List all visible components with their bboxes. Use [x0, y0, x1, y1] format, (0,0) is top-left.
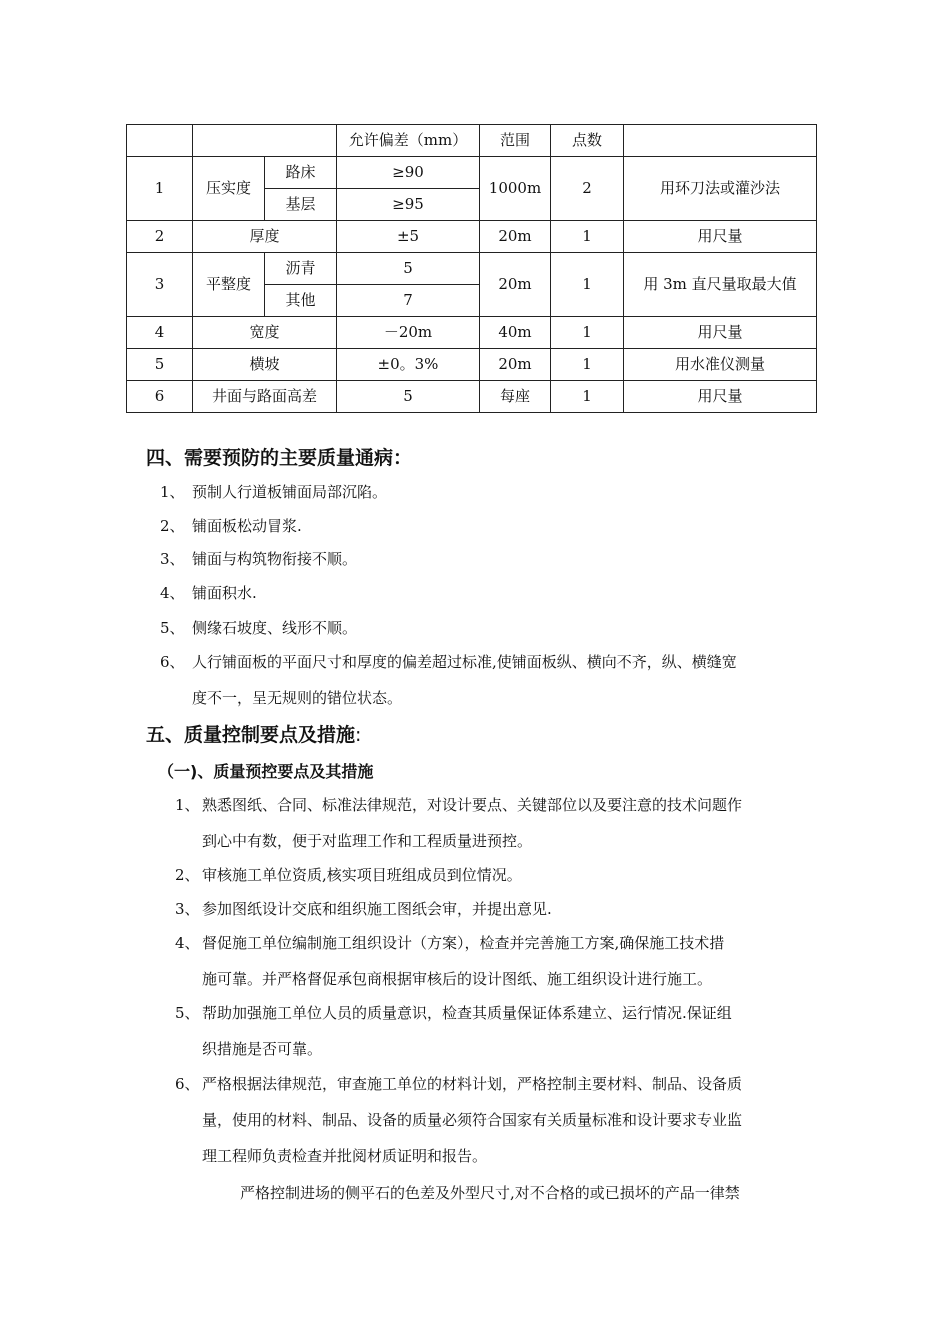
header-cell-tolerance: 允许偏差（mm） [337, 125, 480, 157]
list-number: 6、 [160, 653, 185, 671]
table-row [127, 349, 817, 381]
cell-range: 每座 [480, 381, 551, 413]
list-text-line: 参加图纸设计交底和组织施工图纸会审，并提出意见. [202, 900, 552, 918]
cell-method: 用环刀法或灌沙法 [624, 157, 817, 221]
list-text: 铺面板松动冒浆. [192, 517, 302, 535]
header-cell-range: 范围 [480, 125, 551, 157]
table-row [127, 317, 817, 349]
cell-points: 1 [551, 253, 624, 317]
list-text-line: 督促施工单位编制施工组织设计（方案），检查并完善施工方案,确保施工技术措 [202, 934, 725, 952]
table-header-row [127, 125, 817, 157]
paragraph-text: 严格控制进场的侧平石的色差及外型尺寸,对不合格的或已损坏的产品一律禁 [240, 1184, 740, 1202]
cell-method: 用 3m 直尺量取最大值 [624, 253, 817, 317]
quality-tolerance-table [126, 124, 817, 413]
cell-tolerance: 5 [337, 381, 480, 413]
table-row [127, 157, 817, 189]
cell-range: 40m [480, 317, 551, 349]
cell-item: 厚度 [193, 221, 337, 253]
list-text: 侧缘石坡度、线形不顺。 [192, 619, 358, 637]
cell-item: 宽度 [193, 317, 337, 349]
cell-points: 1 [551, 381, 624, 413]
cell-range: 20m [480, 221, 551, 253]
cell-points: 2 [551, 157, 624, 221]
list-text-line: 到心中有数，便于对监理工作和工程质量进预控。 [202, 832, 533, 850]
cell-method: 用尺量 [624, 221, 817, 253]
cell-item: 压实度 [193, 157, 265, 221]
list-number: 5、 [160, 619, 185, 637]
cell-item: 平整度 [193, 253, 265, 317]
cell-tolerance: 7 [337, 285, 480, 317]
list-text-line: 帮助加强施工单位人员的质量意识，检查其质量保证体系建立、运行情况.保证组 [202, 1004, 732, 1022]
header-cell-method [624, 125, 817, 157]
section5-subheading: （一)、质量预控要点及其措施 [158, 762, 374, 781]
cell-no: 5 [127, 349, 193, 381]
header-cell-item [193, 125, 337, 157]
cell-points: 1 [551, 317, 624, 349]
cell-tolerance: ±0。3% [337, 349, 480, 381]
list-text-line: 施可靠。并严格督促承包商根据审核后的设计图纸、施工组织设计进行施工。 [202, 970, 713, 988]
cell-subitem: 路床 [265, 157, 337, 189]
cell-subitem: 其他 [265, 285, 337, 317]
list-text-line: 理工程师负责检查并批阅材质证明和报告。 [202, 1147, 488, 1165]
cell-no: 1 [127, 157, 193, 221]
header-cell-no [127, 125, 193, 157]
list-text: 预制人行道板铺面局部沉陷。 [192, 483, 388, 501]
list-text-line: 人行铺面板的平面尺寸和厚度的偏差超过标准,使铺面板纵、横向不齐，纵、横缝宽 [192, 653, 737, 671]
cell-no: 4 [127, 317, 193, 349]
table-row [127, 381, 817, 413]
cell-method: 用尺量 [624, 381, 817, 413]
cell-subitem: 沥青 [265, 253, 337, 285]
cell-item: 横坡 [193, 349, 337, 381]
cell-no: 2 [127, 221, 193, 253]
list-number: 3、 [175, 900, 200, 918]
cell-no: 3 [127, 253, 193, 317]
list-number: 4、 [160, 584, 185, 602]
list-text-line: 熟悉图纸、合同、标准法律规范，对设计要点、关键部位以及要注意的技术问题作 [202, 796, 743, 814]
table-row [127, 253, 817, 285]
list-number: 2、 [175, 866, 200, 884]
cell-points: 1 [551, 349, 624, 381]
table-row [127, 221, 817, 253]
header-cell-points: 点数 [551, 125, 624, 157]
section5-heading-text: 五、质量控制要点及措施 [146, 724, 356, 746]
list-text-line: 严格根据法律规范，审查施工单位的材料计划，严格控制主要材料、制品、设备质 [202, 1075, 743, 1093]
section4-heading: 四、需要预防的主要质量通病： [146, 447, 413, 469]
list-number: 1、 [160, 483, 185, 501]
list-number: 3、 [160, 550, 185, 568]
cell-tolerance: ≥95 [337, 189, 480, 221]
cell-method: 用尺量 [624, 317, 817, 349]
cell-tolerance: ±5 [337, 221, 480, 253]
cell-points: 1 [551, 221, 624, 253]
cell-no: 6 [127, 381, 193, 413]
cell-range: 20m [480, 253, 551, 317]
list-text: 铺面与构筑物衔接不顺。 [192, 550, 358, 568]
cell-tolerance: ≥90 [337, 157, 480, 189]
cell-range: 1000m [480, 157, 551, 221]
cell-tolerance: 5 [337, 253, 480, 285]
cell-subitem: 基层 [265, 189, 337, 221]
list-text-line: 量，使用的材料、制品、设备的质量必须符合国家有关质量标准和设计要求专业监 [202, 1111, 743, 1129]
section5-heading-colon: : [355, 724, 362, 746]
list-number: 1、 [175, 796, 200, 814]
list-number: 4、 [175, 934, 200, 952]
list-number: 6、 [175, 1075, 200, 1093]
cell-item: 井面与路面高差 [193, 381, 337, 413]
list-number: 2、 [160, 517, 185, 535]
cell-tolerance: －20m [337, 317, 480, 349]
section5-heading [146, 720, 361, 747]
list-text-line: 审核施工单位资质,核实项目班组成员到位情况。 [202, 866, 522, 884]
list-number: 5、 [175, 1004, 200, 1022]
list-text-line: 度不一，呈无规则的错位状态。 [192, 689, 403, 707]
cell-method: 用水准仪测量 [624, 349, 817, 381]
list-text-line: 织措施是否可靠。 [202, 1040, 323, 1058]
cell-range: 20m [480, 349, 551, 381]
list-text: 铺面积水. [192, 584, 257, 602]
